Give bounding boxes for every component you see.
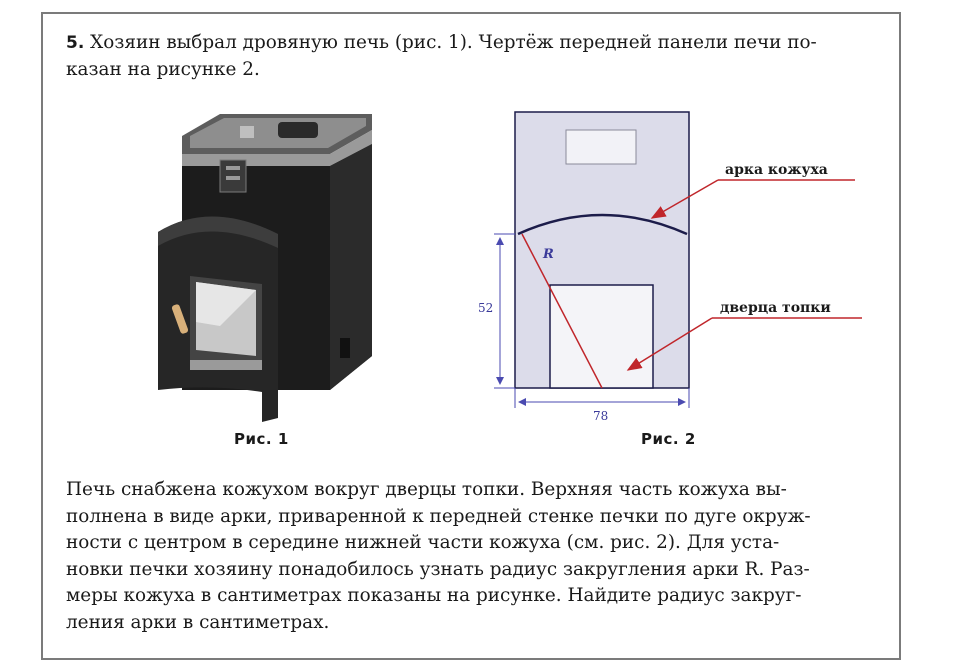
task-line-2: казан на рисунке 2.: [66, 58, 260, 80]
task-statement: [66, 30, 878, 83]
panel-window: [566, 130, 636, 164]
problem-text: [66, 477, 878, 636]
radius-label: R: [543, 247, 554, 262]
door-label: дверца топки: [720, 300, 831, 316]
problem-line: новки печки хозяину понадобилось узнать радиус закругления арки R. Раз-: [66, 558, 810, 580]
arch-label: арка кожуха: [725, 162, 828, 178]
problem-line: ности с центром в середине нижней части кожуха (см. рис. 2). Для уста-: [66, 532, 780, 553]
problem-line: меры кожуха в сантиметрах показаны на рисунке. Найдите радиус закруг-: [66, 585, 802, 606]
task-line-1: Хозяин выбрал дровяную печь (рис. 1). Чертёж передней панели печи по-: [90, 32, 817, 53]
figure-1-caption: Рис. 1: [234, 430, 289, 448]
problem-line: Печь снабжена кожухом вокруг дверцы топки. Верхняя часть кожуха вы-: [66, 479, 787, 500]
figure-2-caption: Рис. 2: [641, 430, 696, 448]
task-number: 5.: [66, 33, 85, 53]
width-value: 78: [593, 409, 609, 423]
problem-line: ления арки в сантиметрах.: [66, 611, 330, 633]
casing-drawing: [470, 108, 880, 428]
firebox-door: [550, 285, 653, 388]
height-value: 52: [478, 301, 494, 315]
problem-line: полнена в виде арки, приваренной к передней стенке печки по дуге окруж-: [66, 505, 811, 527]
stove-illustration: [150, 108, 380, 428]
